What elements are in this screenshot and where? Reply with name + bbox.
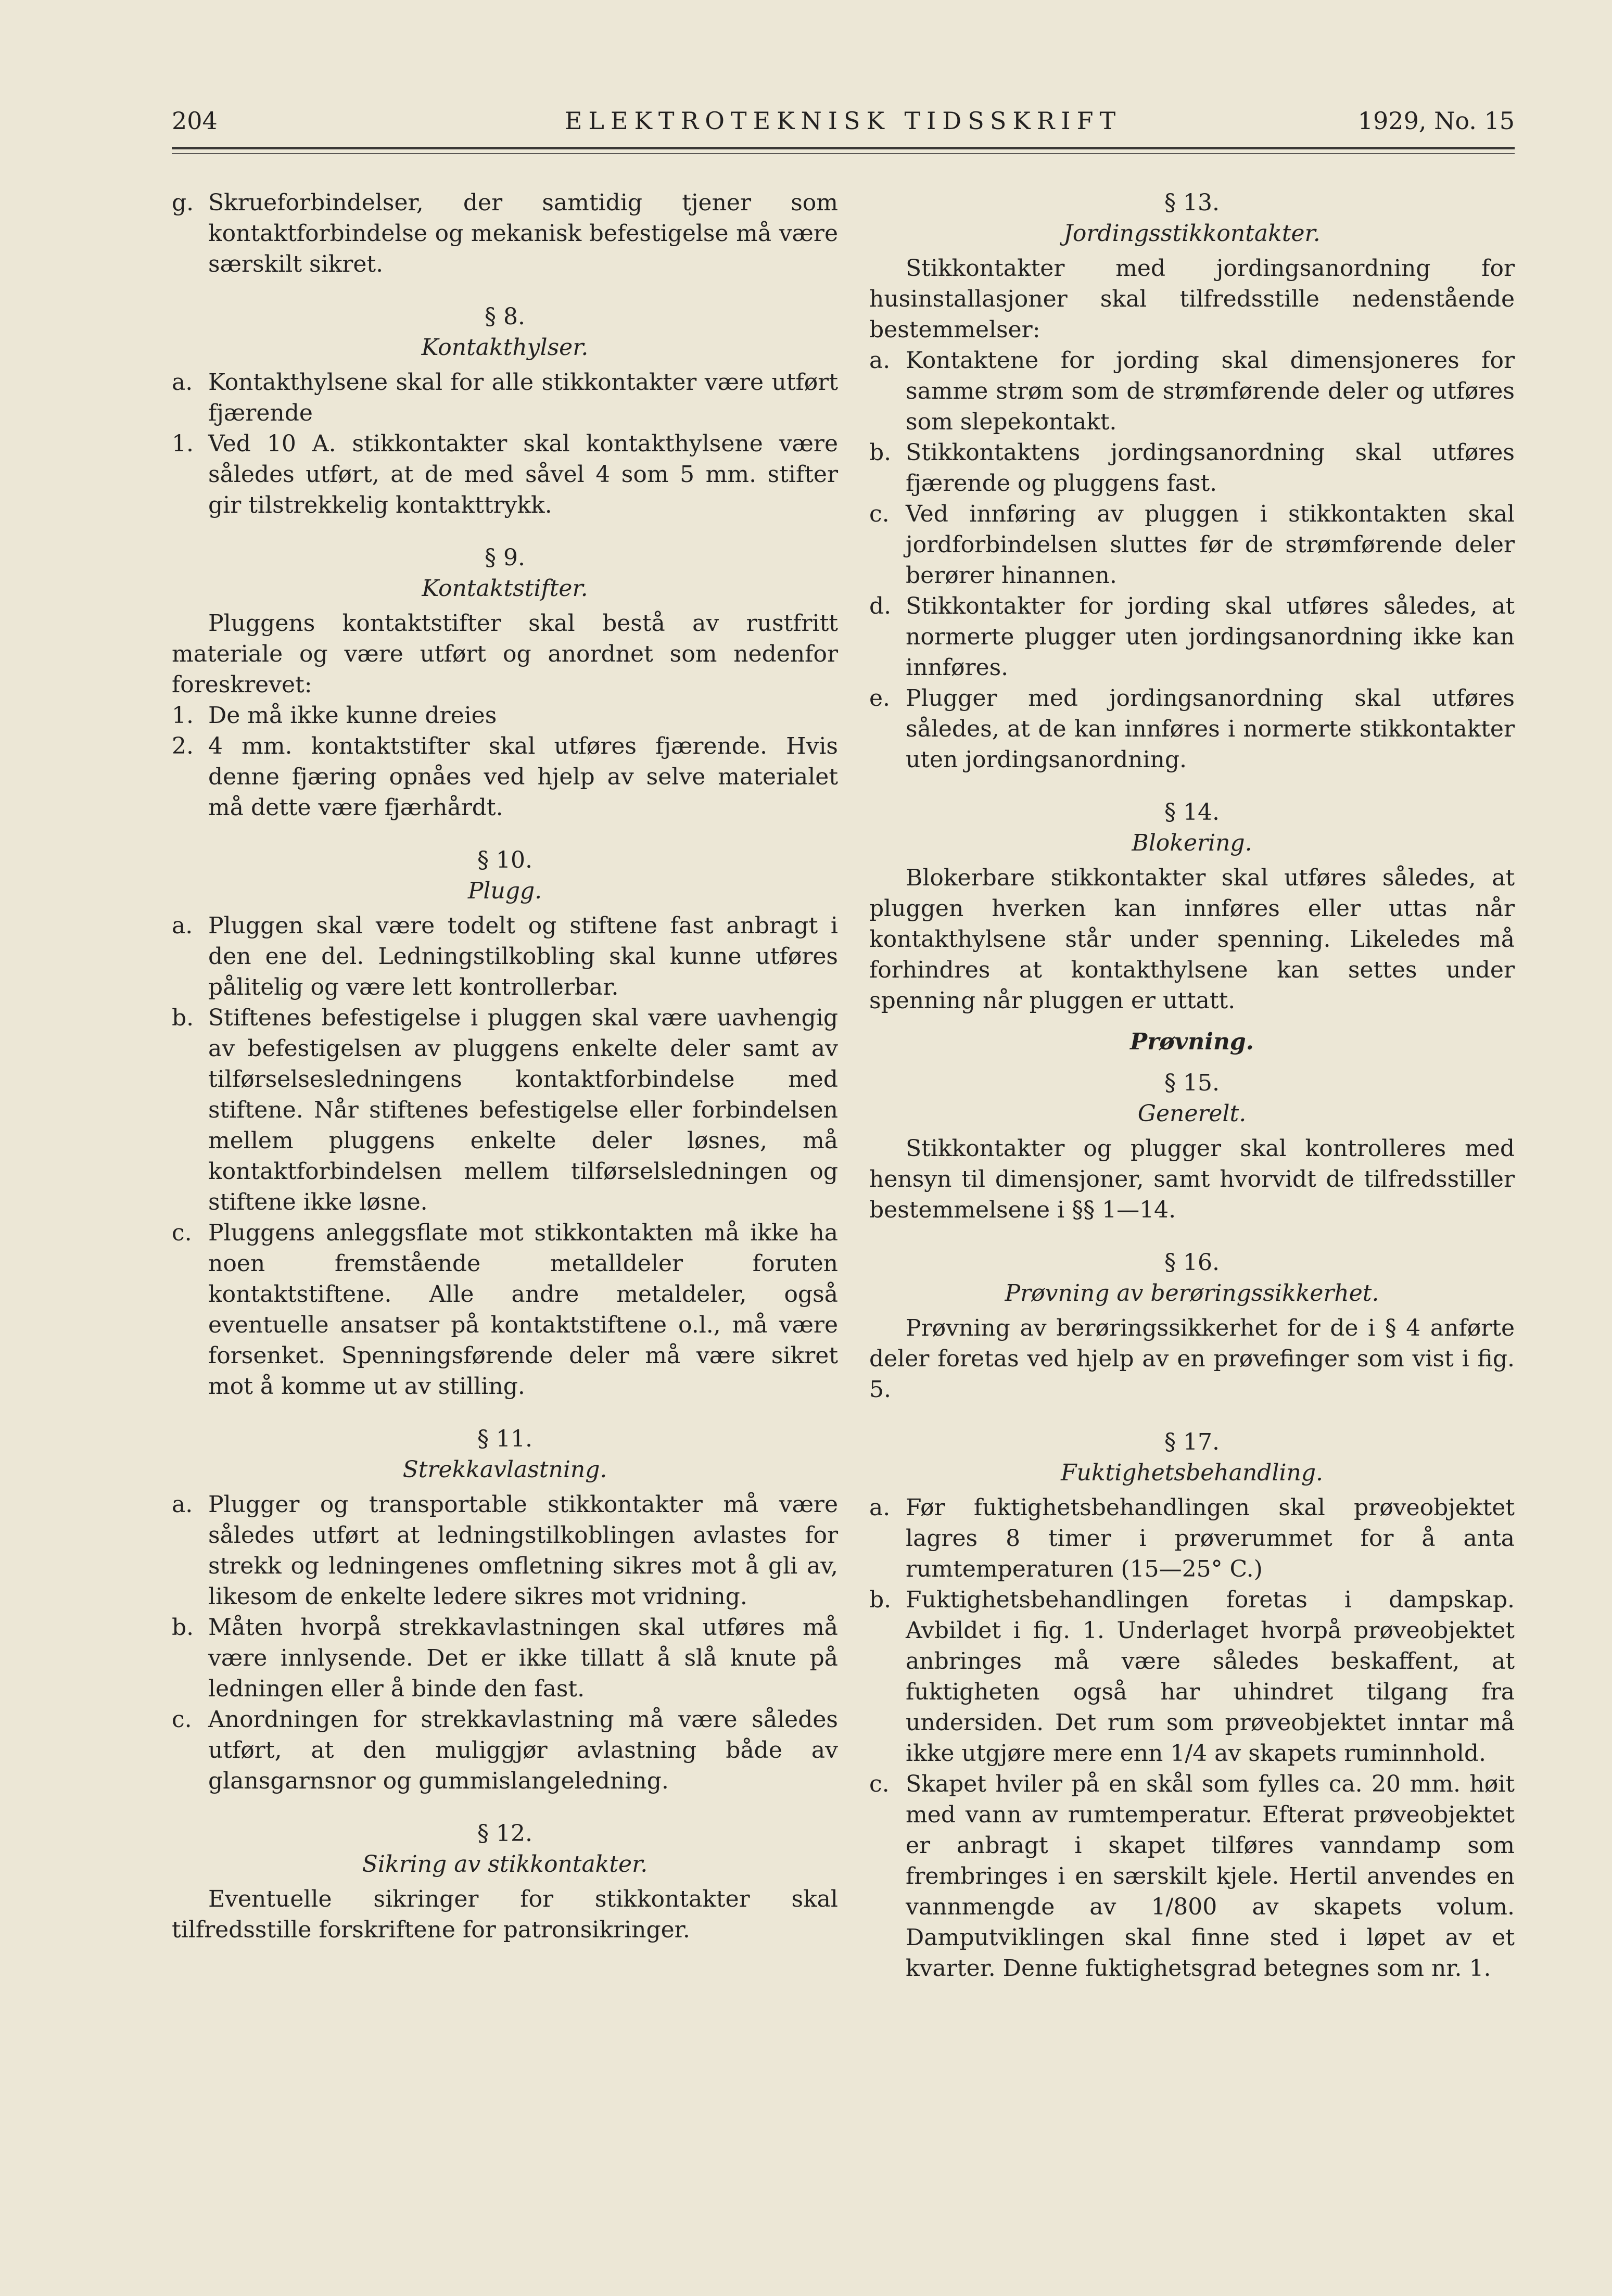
list-item xyxy=(869,499,1515,591)
item-marker: c. xyxy=(172,1220,192,1246)
section-title: Plugg. xyxy=(467,878,542,904)
list-item xyxy=(869,345,1515,437)
list-item xyxy=(172,1217,838,1402)
item-text: Før fuktighetsbehandlingen skal prøveobjektet lagres 8 timer i prøverummet for å anta rumtemperaturen (15—25° C.) xyxy=(906,1494,1515,1582)
item-text: Stikkontaktens jordingsanordning skal utføres fjærende og pluggens fast. xyxy=(906,439,1515,497)
paragraph: Prøvning av berøringssikkerhet for de i § 4 anførte deler foretas ved hjelp av en prøvefinger som vist i fig. 5. xyxy=(869,1315,1515,1403)
item-marker: 1. xyxy=(172,702,194,729)
chapter-heading: Prøvning. xyxy=(1130,1029,1254,1055)
section-title: Generelt. xyxy=(1137,1100,1247,1127)
header-rule xyxy=(172,147,1515,149)
list-item xyxy=(172,1489,838,1612)
item-marker: a. xyxy=(869,347,891,374)
item-text: Anordningen for strekkavlastning må være således utført, at den muliggjør avlastning både av glansgarnsnor og gummislangeledning. xyxy=(208,1706,838,1794)
section-title: Fuktighetsbehandling. xyxy=(1060,1460,1323,1486)
right-column xyxy=(869,187,1515,1984)
list-item xyxy=(172,367,838,428)
item-marker: d. xyxy=(869,593,892,619)
item-text: Plugger med jordingsanordning skal utføres således, at de kan innføres i normerte stikkontakter uten jordingsanordning. xyxy=(906,685,1515,773)
section-title: Jordingsstikkontakter. xyxy=(1063,220,1321,247)
section-title: Strekkavlastning. xyxy=(402,1456,607,1483)
item-text: Ved 10 A. stikkontakter skal kontakthylsene være således utført, at de med såvel 4 som 5 mm. stifter gir tilstrekkelig kontakttrykk. xyxy=(208,430,838,518)
item-marker: a. xyxy=(172,1491,193,1518)
header-rule-thin xyxy=(172,153,1515,154)
item-text: Skrueforbindelser, der samtidig tjener som kontaktforbindelse og mekanisk befestigelse må være særskilt sikret. xyxy=(208,189,838,277)
list-item xyxy=(172,910,838,1003)
item-text: Pluggens anleggsflate mot stikkontakten må ikke ha noen fremstående metalldeler foruten kontaktstiftene. Alle andre metaldeler, også eventuelle ansatser på kontaktstiftene o.l., må være forsenket. Spenningsførende deler må være sikret mot å komme ut av stilling. xyxy=(208,1220,838,1400)
section-number: § 12. xyxy=(477,1820,532,1847)
item-marker: c. xyxy=(869,501,890,527)
item-text: Kontakthylsene skal for alle stikkontakter være utført fjærende xyxy=(208,369,838,426)
list-item xyxy=(172,187,838,280)
section-number: § 15. xyxy=(1164,1070,1220,1096)
item-marker: b. xyxy=(869,1587,892,1613)
list-item xyxy=(869,1584,1515,1769)
left-column xyxy=(172,187,838,1945)
section-number: § 9. xyxy=(485,544,525,571)
paragraph: Blokerbare stikkontakter skal utføres således, at pluggen hverken kan innføres eller uttas når kontakthylsene står under spenning. Likeledes må forhindres at kontakthylsene kan settes under spenning når pluggen er uttatt. xyxy=(869,865,1515,1014)
section-title: Prøvning av berøringssikkerhet. xyxy=(1005,1280,1379,1306)
item-marker: e. xyxy=(869,685,891,712)
item-marker: b. xyxy=(172,1614,194,1641)
list-item xyxy=(172,428,838,521)
list-item xyxy=(172,731,838,823)
item-marker: a. xyxy=(172,912,193,939)
list-item xyxy=(869,1769,1515,1984)
item-marker: c. xyxy=(869,1771,890,1797)
section-number: § 14. xyxy=(1164,799,1220,826)
paragraph: Stikkontakter med jordingsanordning for husinstallasjoner skal tilfredsstille nedenstående bestemmelser: xyxy=(869,255,1515,343)
section-number: § 10. xyxy=(477,847,532,873)
list-item xyxy=(869,437,1515,499)
paragraph: Stikkontakter og plugger skal kontrolleres med hensyn til dimensjoner, samt hvorvidt de tilfredsstiller bestemmelsene i §§ 1—14. xyxy=(869,1135,1515,1223)
item-text: Kontaktene for jording skal dimensjoneres for samme strøm som de strømførende deler og utføres som slepekontakt. xyxy=(906,347,1515,435)
item-marker: c. xyxy=(172,1706,192,1733)
list-item xyxy=(172,1704,838,1796)
item-marker: a. xyxy=(172,369,193,396)
list-item xyxy=(869,1492,1515,1584)
section-number: § 8. xyxy=(485,303,525,330)
list-item xyxy=(869,683,1515,775)
item-marker: 2. xyxy=(172,733,194,759)
item-marker: b. xyxy=(172,1005,194,1031)
item-text: Skapet hviler på en skål som fylles ca. 20 mm. høit med vann av rumtemperatur. Efterat prøveobjektet er anbragt i skapet tilføres vanndamp som frembringes i en særskilt kjele. Hertil anvendes en vannmengde av 1/800 av skapets volum. Damputviklingen skal finne sted i løpet av et kvarter. Denne fuktighetsgrad betegnes som nr. 1. xyxy=(906,1771,1515,1982)
section-title: Kontakthylser. xyxy=(421,334,589,361)
item-marker: 1. xyxy=(172,430,194,457)
journal-title: ELEKTROTEKNISK TIDSSKRIFT xyxy=(564,107,1122,135)
section-title: Sikring av stikkontakter. xyxy=(362,1851,648,1878)
item-marker: a. xyxy=(869,1494,891,1521)
page-number: 204 xyxy=(172,107,218,135)
section-title: Blokering. xyxy=(1132,830,1252,856)
section-number: § 13. xyxy=(1164,189,1220,216)
item-text: Fuktighetsbehandlingen foretas i dampskap. Avbildet i fig. 1. Underlaget hvorpå prøveobjektet anbringes må være således beskaffent, at fuktigheten også har uhindret tilgang fra undersiden. Det rum som prøveobjektet inntar må ikke utgjøre mere enn 1/4 av skapets ruminnhold. xyxy=(906,1587,1515,1767)
section-number: § 16. xyxy=(1164,1249,1220,1276)
section-number: § 17. xyxy=(1164,1429,1220,1455)
item-text: Pluggen skal være todelt og stiftene fast anbragt i den ene del. Ledningstilkobling skal kunne utføres pålitelig og være lett kontrollerbar. xyxy=(208,912,838,1000)
item-text: Ved innføring av pluggen i stikkontakten skal jordforbindelsen sluttes før de strømførende deler berører hinannen. xyxy=(906,501,1515,589)
list-item xyxy=(172,1003,838,1217)
list-item xyxy=(172,1612,838,1704)
item-text: De må ikke kunne dreies xyxy=(208,702,497,729)
paragraph: Pluggens kontaktstifter skal bestå av rustfritt materiale og være utført og anordnet som nedenfor foreskrevet: xyxy=(172,610,838,698)
item-marker: b. xyxy=(869,439,892,466)
item-marker: g. xyxy=(172,189,194,216)
issue-label: 1929, No. 15 xyxy=(1357,107,1515,135)
paragraph: Eventuelle sikringer for stikkontakter skal tilfredsstille forskriftene for patronsikringer. xyxy=(172,1886,838,1943)
item-text: 4 mm. kontaktstifter skal utføres fjærende. Hvis denne fjæring opnåes ved hjelp av selve materialet må dette være fjærhårdt. xyxy=(208,733,838,821)
list-item xyxy=(869,591,1515,683)
item-text: Stikkontakter for jording skal utføres således, at normerte plugger uten jordingsanordning ikke kan innføres. xyxy=(906,593,1515,681)
running-header xyxy=(172,107,1515,138)
section-number: § 11. xyxy=(477,1426,532,1452)
item-text: Måten hvorpå strekkavlastningen skal utføres må være innlysende. Det er ikke tillatt å slå knute på ledningen eller å binde den fast. xyxy=(208,1614,838,1702)
list-item xyxy=(172,700,838,731)
section-title: Kontaktstifter. xyxy=(422,575,588,602)
item-text: Stiftenes befestigelse i pluggen skal være uavhengig av befestigelsen av pluggens enkelte deler samt av tilførselsesledningens kontaktforbindelse med stiftene. Når stiftenes befestigelse eller forbindelsen mellem pluggens enkelte deler løsnes, må kontaktforbindelsen mellem tilførselsledningen og stiftene ikke løsne. xyxy=(208,1005,838,1215)
item-text: Plugger og transportable stikkontakter må være således utført at ledningstilkoblingen avlastes for strekk og ledningenes omfletning sikres mot å gli av, likesom de enkelte ledere sikres mot vridning. xyxy=(208,1491,838,1610)
